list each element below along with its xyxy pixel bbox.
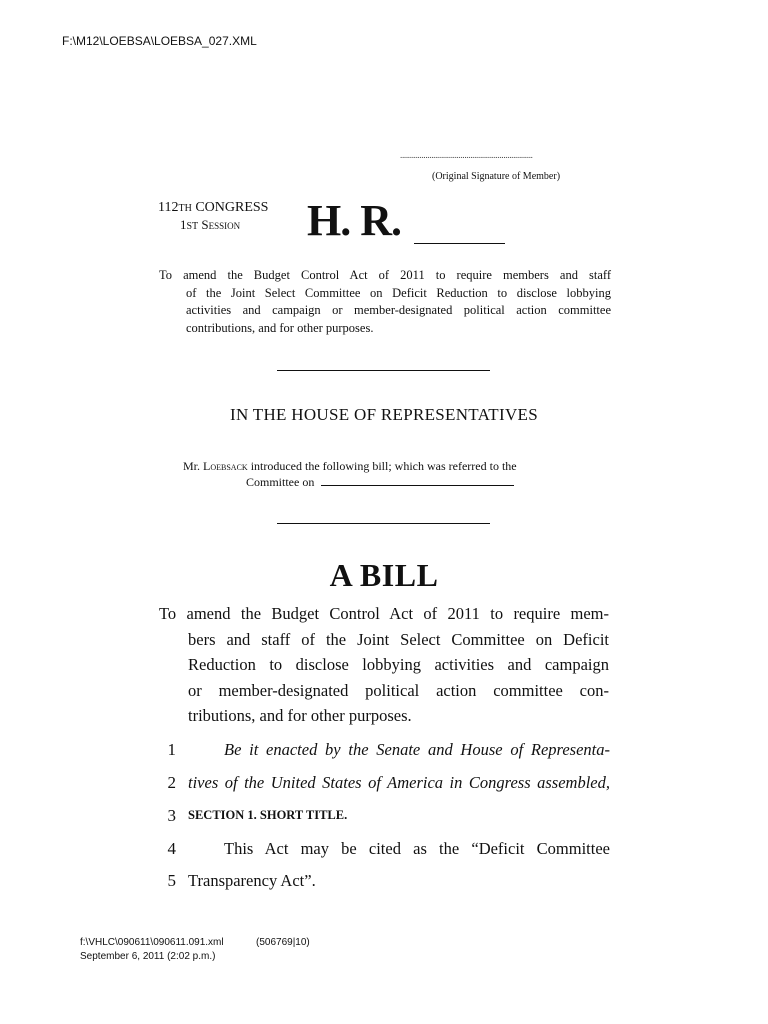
bill-number: H. R. (307, 196, 401, 245)
short-purpose-line: contributions, and for other purposes. (186, 320, 374, 335)
long-purpose (159, 601, 609, 729)
short-purpose-line: activities and campaign or member-designated political action committee (186, 303, 611, 317)
body-text: Transparency Act”. (188, 871, 316, 890)
section-heading: SECTION 1. SHORT TITLE. (188, 808, 348, 822)
short-purpose (159, 267, 611, 337)
footer-timestamp: September 6, 2011 (2:02 p.m.) (80, 951, 216, 962)
long-purpose-line: bers and staff of the Joint Select Committee on Deficit (188, 629, 609, 649)
short-purpose-line: To amend the Budget Control Act of 2011 to require members and staff (159, 268, 611, 282)
signature-caption: (Original Signature of Member) (432, 171, 561, 182)
file-path-header: F:\M12\LOEBSA\LOEBSA_027.XML (62, 34, 257, 48)
introduction-line: Mr. Loebsack introduced the following bill; which was referred to the (183, 459, 517, 473)
long-purpose-line: Reduction to disclose lobbying activities and campaign (188, 655, 609, 674)
body-text: This Act may be cited as the “Deficit Committee (224, 839, 610, 858)
introduction (183, 458, 603, 490)
enacting-clause: Be it enacted by the Senate and House of Representa- (224, 740, 610, 759)
footer-doc-id: (506769|10) (256, 937, 310, 948)
committee-blank (321, 474, 514, 486)
line-number: 2 (167, 773, 176, 792)
congress-block (158, 200, 268, 235)
congress-number: 112TH CONGRESS (158, 200, 269, 215)
line-number: 1 (167, 740, 176, 759)
divider (277, 523, 490, 524)
session-label: 1ST Session (180, 217, 241, 232)
footer-file-path: f:\VHLC\090611\090611.091.xml (80, 937, 224, 948)
long-purpose-line: or member-designated political action committee con- (188, 680, 609, 700)
long-purpose-line: tributions, and for other purposes. (188, 706, 412, 725)
committee-line: Committee on (246, 474, 603, 490)
divider (277, 370, 490, 371)
bill-title: A BILL (329, 557, 439, 593)
line-number: 5 (167, 871, 176, 890)
bill-number-blank (414, 243, 505, 244)
enacting-clause: tives of the United States of America in Congress assembled, (188, 773, 610, 792)
short-purpose-line: of the Joint Select Committee on Deficit Reduction to disclose lobbying (186, 285, 611, 300)
line-number: 4 (167, 839, 176, 858)
line-number: 3 (167, 806, 176, 825)
sponsor-name: Loebsack (203, 459, 248, 473)
long-purpose-line: To amend the Budget Control Act of 2011 to require mem- (159, 604, 609, 623)
signature-line: .................................................................... (400, 150, 533, 160)
chamber-heading: IN THE HOUSE OF REPRESENTATIVES (230, 405, 538, 424)
